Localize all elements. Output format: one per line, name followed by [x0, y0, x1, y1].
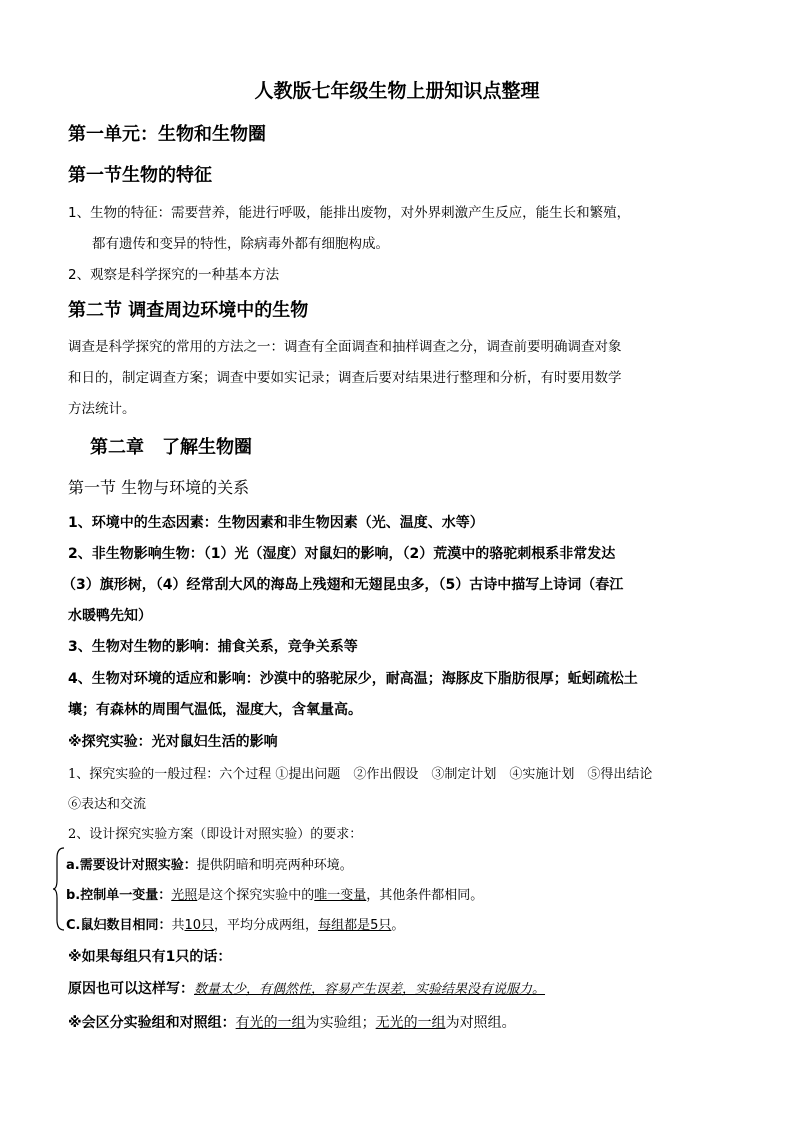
paragraph-line: 都有遗传和变异的特性，除病毒外都有细胞构成。	[92, 236, 389, 252]
requirement-text: ，其他条件都相同。	[366, 888, 484, 903]
requirement-label: b.控制单一变量：	[66, 888, 172, 903]
requirement-text: 。	[391, 918, 405, 933]
point-line: 4、生物对环境的适应和影响：沙漠中的骆驼尿少，耐高温；海豚皮下脂肪很厚；蚯蚓疏松土	[68, 671, 638, 687]
section-heading-2: 第二节 调查周边环境中的生物	[68, 300, 309, 321]
requirement-a	[66, 854, 353, 873]
underlined-text: 每组都是5只	[318, 918, 392, 933]
requirement-label: C.鼠妇数目相同：	[66, 918, 172, 933]
point-line: 3、生物对生物的影响：捕食关系，竞争关系等	[68, 639, 358, 655]
experiment-title: ※探究实验：光对鼠妇生活的影响	[68, 734, 278, 750]
note-text: 为对照组。	[445, 1015, 516, 1031]
underlined-text: 10只	[184, 918, 215, 933]
underlined-text: 有光的一组	[235, 1015, 306, 1031]
paragraph-line: 和日的，制定调查方案；调查中要如实记录；调查后要对结果进行整理和分析，有时要用数学	[68, 370, 622, 386]
point-line: 1、环境中的生态因素：生物因素和非生物因素（光、温度、水等）	[68, 515, 484, 531]
underlined-text: 唯一变量	[314, 888, 367, 903]
underlined-text: 数量太少，有偶然性，容易产生误差，实验结果没有说服力。	[194, 982, 546, 997]
requirement-text: ，平均分成两组，	[214, 918, 319, 933]
note-line	[68, 1012, 516, 1032]
point-line: 水暖鸭先知）	[68, 608, 152, 624]
experiment-line: 2、设计探究实验方案（即设计对照实验）的要求：	[68, 827, 363, 842]
note-label: 原因也可以这样写：	[68, 981, 194, 997]
point-line: 2、非生物影响生物：（1）光（湿度）对鼠妇的影响，（2）荒漠中的骆驼刺根系非常发达	[68, 546, 616, 562]
point-line: 壤；有森林的周围气温低，湿度大，含氧量高。	[68, 702, 362, 718]
point-line: （3）旗形树，（4）经常刮大风的海岛上残翅和无翅昆虫多，（5）古诗中描写上诗词（春江	[62, 577, 624, 593]
paragraph-line: 方法统计。	[68, 401, 136, 417]
document-title: 人教版七年级生物上册知识点整理	[254, 80, 540, 102]
note-line	[68, 978, 545, 998]
note-label: ※会区分实验组和对照组：	[68, 1015, 236, 1031]
chapter-heading: 第二章 了解生物圈	[90, 437, 252, 458]
requirement-text: 共	[171, 918, 185, 933]
paragraph-line: 调查是科学探究的常用的方法之一：调查有全面调查和抽样调查之分，调查前要明确调查对象	[68, 339, 622, 355]
underlined-text: 光照	[171, 888, 198, 903]
paragraph-line: 2、观察是科学探究的一种基本方法	[68, 267, 280, 283]
requirement-text: 是这个探究实验中的	[197, 888, 315, 903]
note-text: 为实验组；	[305, 1015, 376, 1031]
requirement-c	[66, 914, 404, 933]
experiment-line: 1、探究实验的一般过程：六个过程 ①提出问题 ②作出假设 ③制定计划 ④实施计划 ⑤得出结论	[68, 767, 653, 782]
paragraph-line: 1、生物的特征：需要营养，能进行呼吸，能排出废物，对外界刺激产生反应，能生长和繁殖，	[68, 205, 631, 221]
underlined-text: 无光的一组	[375, 1015, 446, 1031]
chapter-section-heading: 第一节 生物与环境的关系	[68, 478, 250, 497]
left-brace-icon	[52, 846, 66, 932]
note-line: ※如果每组只有1只的话：	[68, 949, 232, 965]
requirement-label: a.需要设计对照实验：	[66, 858, 197, 873]
requirement-b	[66, 884, 483, 903]
section-heading-1: 第一节生物的特征	[68, 165, 212, 186]
requirement-text: 提供阴暗和明亮两种环境。	[196, 858, 353, 873]
unit-heading: 第一单元：生物和生物圈	[68, 124, 266, 145]
experiment-line: ⑥表达和交流	[68, 797, 147, 812]
